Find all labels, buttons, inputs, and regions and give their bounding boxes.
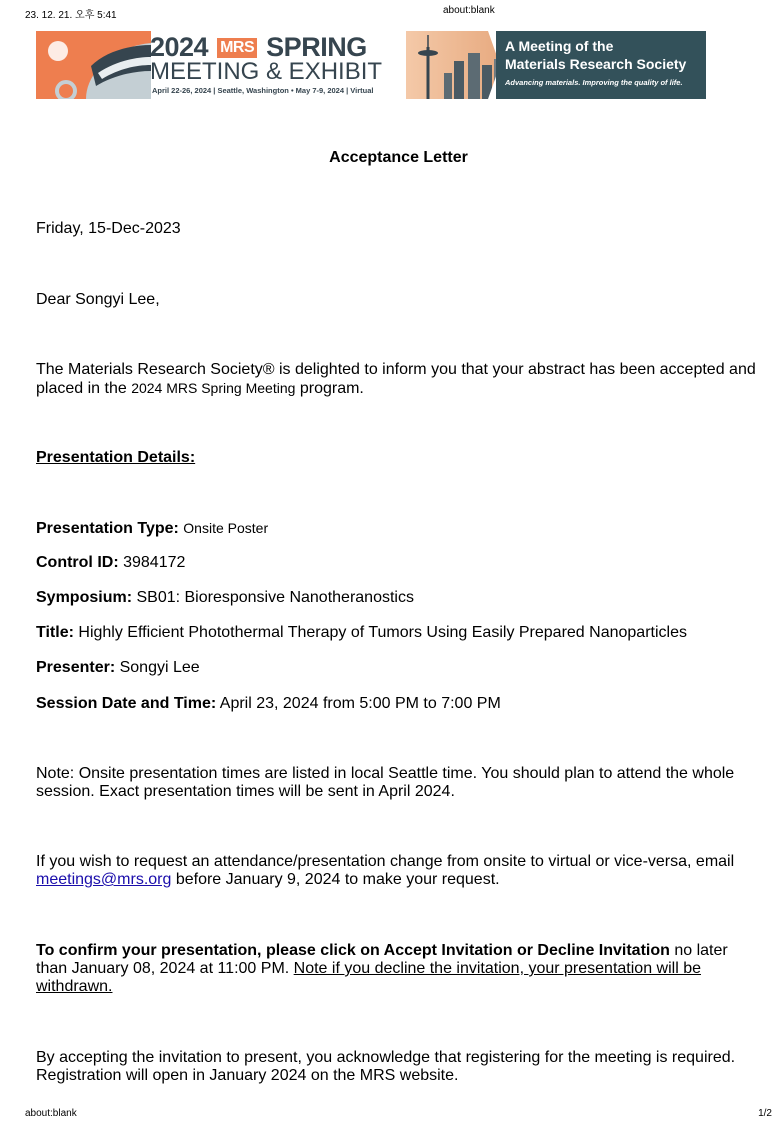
banner-dates: April 22-26, 2024 | Seattle, Washington • May 7-9, 2024 | Virtual — [152, 86, 374, 95]
banner-tagline-1: A Meeting of the — [505, 38, 614, 54]
letter-intro — [36, 361, 761, 398]
detail-label: Title: — [36, 624, 74, 641]
detail-row-session — [36, 695, 761, 713]
banner-mrs-badge: MRS — [217, 38, 257, 58]
detail-label: Control ID: — [36, 554, 119, 571]
detail-row-presenter — [36, 659, 761, 677]
detail-row-symposium — [36, 589, 761, 607]
footer-page-number: 1/2 — [758, 1108, 772, 1119]
detail-label: Session Date and Time: — [36, 695, 217, 712]
intro-meeting-name: 2024 MRS Spring Meeting — [131, 380, 296, 396]
print-url: about:blank — [443, 5, 495, 16]
banner-tagline-2: Materials Research Society — [505, 56, 687, 72]
detail-value: Highly Efficient Photothermal Therapy of Tumors Using Easily Prepared Nanoparticles — [78, 624, 687, 641]
meetings-email-link[interactable]: meetings@mrs.org — [36, 871, 172, 888]
details-heading-text: Presentation Details: — [36, 449, 196, 466]
detail-value: Songyi Lee — [119, 659, 200, 676]
change-text-2: before January 9, 2024 to make your request. — [171, 871, 500, 888]
banner-line-2: MEETING & EXHIBIT — [150, 58, 383, 85]
letter-registration: By accepting the invitation to present, you acknowledge that registering for the meeting is required. Registration will open in January 2024 on the MRS website. — [36, 1049, 736, 1084]
detail-value: Onsite Poster — [183, 520, 269, 536]
intro-text-1: The Materials Research Society® is delighted to inform you that your abstract has been accepted and placed in the — [36, 361, 756, 397]
letter-date: Friday, 15-Dec-2023 — [36, 220, 181, 237]
print-footer — [25, 1108, 772, 1122]
detail-label: Presentation Type: — [36, 520, 179, 537]
details-heading — [36, 449, 761, 467]
letter-greeting: Dear Songyi Lee, — [36, 291, 160, 308]
detail-row-control-id — [36, 554, 761, 572]
letter-note: Note: Onsite presentation times are listed in local Seattle time. You should plan to attend the whole session. Exact presentation times will be sent in April 2024. — [36, 765, 735, 800]
meeting-banner — [36, 31, 706, 99]
banner-tagline-3: Advancing materials. Improving the quality of life. — [505, 78, 683, 87]
print-datetime: 23. 12. 21. 오후 5:41 — [25, 10, 117, 21]
letter-confirm — [36, 942, 761, 996]
letter-title: Acceptance Letter — [329, 149, 468, 166]
detail-value: April 23, 2024 from 5:00 PM to 7:00 PM — [219, 695, 501, 712]
confirm-rest-text: no later than January 08, 2024 at 11:00 PM. — [36, 942, 728, 977]
confirm-bold-text: To confirm your presentation, please click on Accept Invitation or Decline Invitation — [36, 942, 670, 959]
detail-value: SB01: Bioresponsive Nanotheranostics — [136, 589, 414, 606]
detail-label: Symposium: — [36, 589, 133, 606]
banner-spring: SPRING — [266, 32, 367, 62]
confirm-decline-note: Note if you decline the invitation, your presentation will be withdrawn. — [36, 960, 701, 995]
detail-row-title — [36, 624, 761, 642]
banner-year: 2024 — [150, 32, 209, 62]
intro-text-2: program. — [295, 380, 364, 397]
mrs-logo-graphic-icon — [36, 31, 151, 99]
detail-row-type — [36, 519, 761, 538]
detail-value: 3984172 — [123, 554, 186, 571]
footer-url: about:blank — [25, 1108, 77, 1119]
letter-change-request — [36, 853, 761, 889]
change-text-1: If you wish to request an attendance/presentation change from onsite to virtual or vice-versa, email — [36, 853, 735, 870]
detail-label: Presenter: — [36, 659, 116, 676]
print-header — [25, 6, 772, 20]
